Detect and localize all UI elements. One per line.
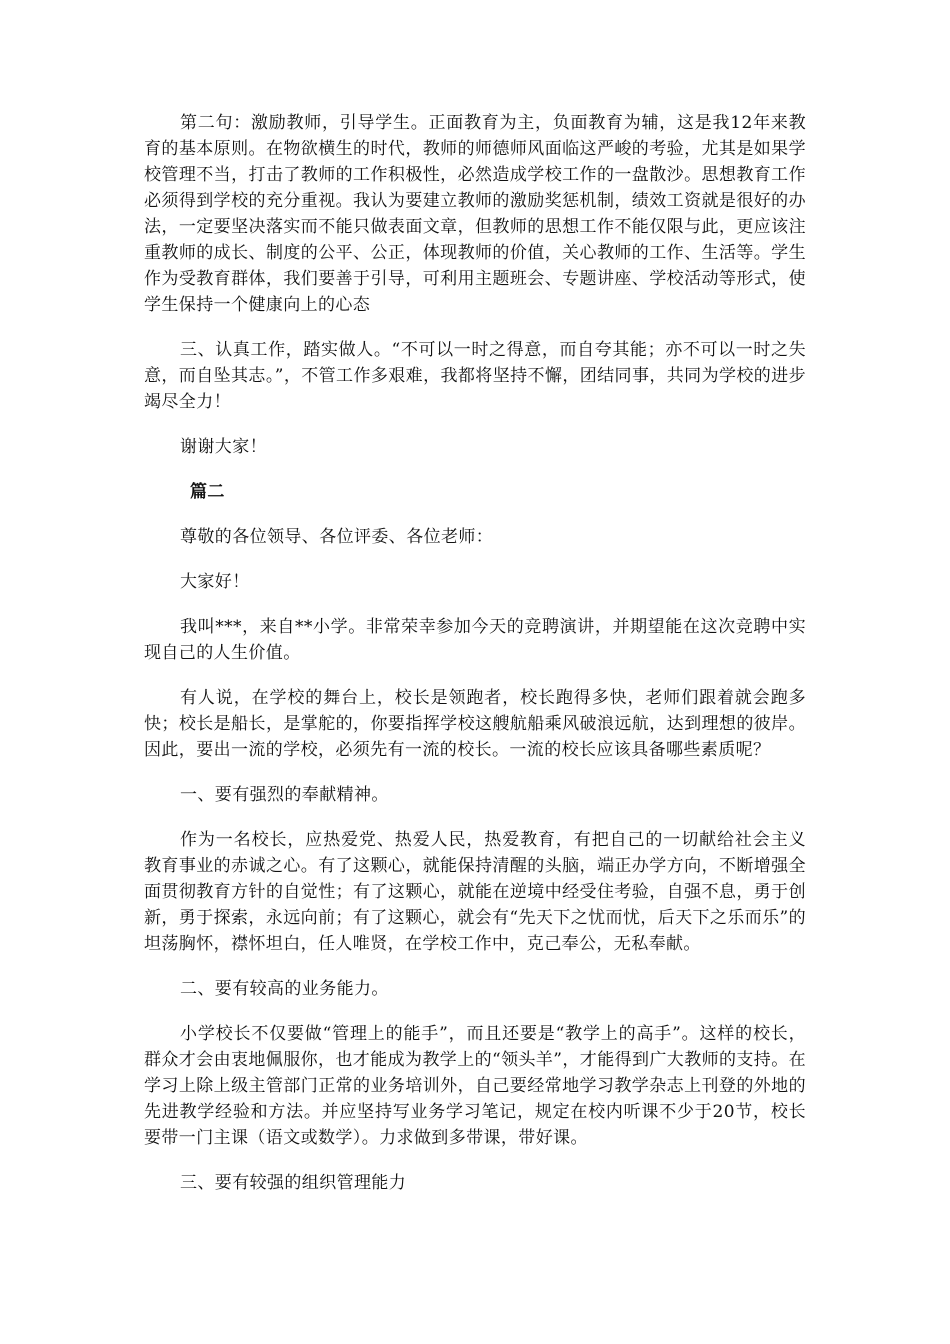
paragraph-greeting: 大家好！ [180, 572, 250, 592]
paragraph-point-three-title: 三、要有较强的组织管理能力 [180, 1173, 407, 1193]
paragraph-motivate-teachers: 第二句：激励教师，引导学生。正面教育为主，负面教育为辅，这是我12年来教育的基本原则。在物欲横生的时代，教师的师德师风面临这严峻的考验，尤其是如果学校管理不当，打击了教师的工作积极性，必然造成学校工作的一盘散沙。思想教育工作必须得到学校的充分重视。我认为要建立教师的激励奖惩机制，绩效工资就是很好的办法，一定要坚决落实而不能只做表面文章，但教师的思想工作不能仅限与此，更应该注重教师的成长、制度的公平、公正，体现教师的价值，关心教师的工作、生活等。学生作为受教育群体，我们要善于引导，可利用主题班会、专题讲座、学校活动等形式，使学生保持一个健康向上的心态 [144, 113, 806, 315]
paragraph-work-earnestly: 三、认真工作，踏实做人。“不可以一时之得意，而自夸其能；亦不可以一时之失意，而自坠其志。”，不管工作多艰难，我都将坚持不懈，团结同事，共同为学校的进步竭尽全力！ [144, 340, 806, 412]
section-heading: 篇二 [190, 482, 225, 502]
paragraph-point-one-body: 作为一名校长，应热爱党、热爱人民，热爱教育，有把自己的一切献给社会主义教育事业的赤诚之心。有了这颗心，就能保持清醒的头脑，端正办学方向，不断增强全面贯彻教育方针的自觉性；有了这颗心，就能在逆境中经受住考验，自强不息，勇于创新，勇于探索，永远向前；有了这颗心，就会有“先天下之忧而忧，后天下之乐而乐”的坦荡胸怀，襟怀坦白，任人唯贤，在学校工作中，克己奉公，无私奉献。 [144, 830, 806, 954]
paragraph-thanks: 谢谢大家！ [180, 437, 267, 457]
paragraph-point-one-title: 一、要有强烈的奉献精神。 [180, 785, 389, 805]
paragraph-principal-role: 有人说，在学校的舞台上，校长是领跑者，校长跑得多快，老师们跟着就会跑多快；校长是船长，是掌舵的，你要指挥学校这艘航船乘风破浪远航，达到理想的彼岸。因此，要出一流的学校，必须先有一流的校长。一流的校长应该具备哪些素质呢？ [144, 688, 806, 760]
document-page [144, 110, 806, 1215]
paragraph-point-two-title: 二、要有较高的业务能力。 [180, 979, 389, 999]
paragraph-point-two-body: 小学校长不仅要做“管理上的能手”，而且还要是“教学上的高手”。这样的校长，群众才会由衷地佩服你，也才能成为教学上的“领头羊”，才能得到广大教师的支持。在学习上除上级主管部门正常的业务培训外，自己要经常地学习教学杂志上刊登的外地的先进教学经验和方法。并应坚持写业务学习笔记，规定在校内听课不少于20节，校长要带一门主课（语文或数学）。力求做到多带课，带好课。 [144, 1024, 806, 1148]
paragraph-salutation: 尊敬的各位领导、各位评委、各位老师： [180, 527, 494, 547]
paragraph-introduction: 我叫***，来自**小学。非常荣幸参加今天的竞聘演讲，并期望能在这次竞聘中实现自己的人生价值。 [144, 617, 806, 663]
